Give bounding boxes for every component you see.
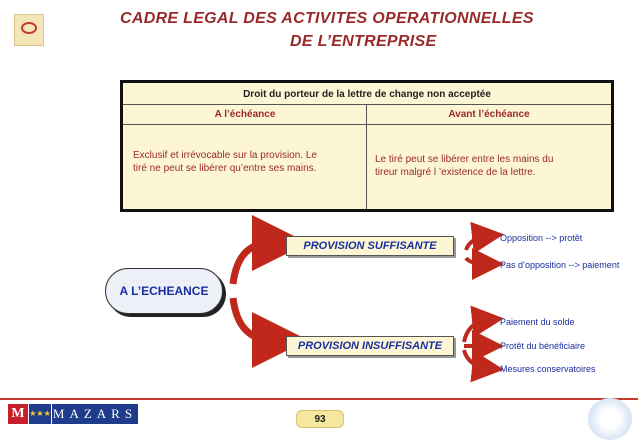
provision-insuffisante-box: PROVISION INSUFFISANTE (286, 336, 454, 356)
option-protective-measures: Mesures conservatoires (500, 364, 596, 374)
arrow-to-bottom-option-3 (464, 350, 488, 368)
arrow-to-provision-suffisante (233, 243, 280, 284)
seal-badge-icon (588, 398, 632, 440)
cell-before-maturity-line2: tireur malgré l ’existence de la lettre. (375, 167, 536, 178)
cell-at-maturity-line2: tiré ne peut se libérer qu’entre ses mains. (133, 163, 317, 174)
page-title-line1: CADRE LEGAL DES ACTIVITES OPERATIONNELLES (120, 10, 534, 27)
option-no-opposition: Pas d’opposition --> paiement (500, 260, 620, 270)
eu-stars-icon: ★★★ (29, 404, 51, 424)
option-beneficiary-protest: Protêt du bénéficiaire (500, 341, 586, 351)
mazars-logo-initial: M (8, 404, 28, 424)
table-heading: Droit du porteur de la lettre de change non acceptée (243, 89, 491, 100)
mazars-logo-wordmark: MAZARS (52, 404, 138, 424)
arrow-to-top-option-2 (466, 258, 488, 264)
column-header-before-maturity: Avant l’échéance (448, 109, 530, 120)
column-header-at-maturity: A l’échéance (214, 109, 276, 120)
arrow-to-provision-insuffisante (233, 298, 280, 340)
option-opposition: Opposition --> protêt (500, 233, 583, 243)
page-number: 93 (296, 410, 344, 428)
arrow-to-top-option-1 (466, 236, 488, 250)
arrow-to-bottom-option-1 (464, 320, 488, 342)
cell-before-maturity-line1: Le tiré peut se libérer entre les mains du (375, 154, 554, 165)
cell-at-maturity-line1: Exclusif et irrévocable sur la provision. Le (133, 150, 317, 161)
at-maturity-node: A L’ECHEANCE (105, 268, 223, 314)
option-balance-payment: Paiement du solde (500, 317, 575, 327)
page-title-line2: DE L’ENTREPRISE (290, 33, 437, 50)
footer-divider (0, 398, 638, 400)
provision-suffisante-box: PROVISION SUFFISANTE (286, 236, 454, 256)
